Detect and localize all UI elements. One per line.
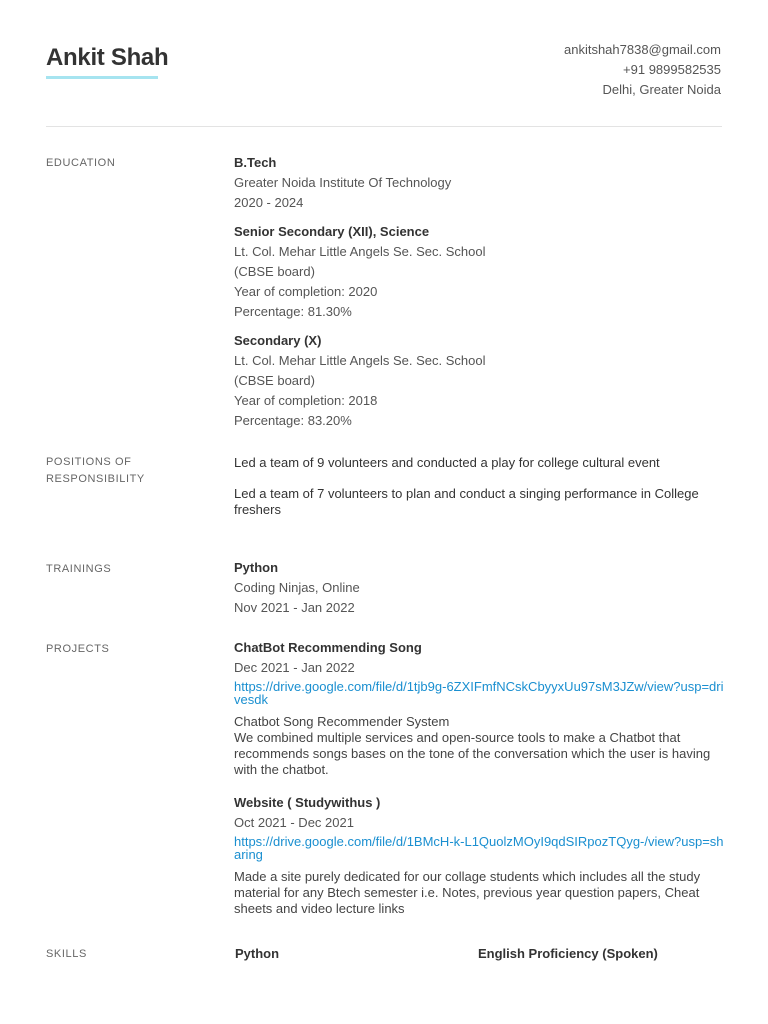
education-line: Percentage: 81.30% — [234, 304, 352, 319]
project-link[interactable]: https://drive.google.com/file/d/1tjb9g-6ZXIFmfNCskCbyyxUu97sM3JZw/view?usp=drivesdk — [234, 679, 724, 707]
project-title: ChatBot Recommending Song — [234, 640, 422, 655]
education-section — [234, 153, 724, 431]
skill-item: English Proficiency (Spoken) — [478, 946, 658, 961]
degree-title: Secondary (X) — [234, 333, 322, 348]
project-description: Chatbot Song Recommender System — [234, 714, 450, 729]
education-line: Greater Noida Institute Of Technology — [234, 175, 452, 190]
email[interactable]: ankitshah7838@gmail.com — [563, 42, 721, 57]
degree-title: B.Tech — [234, 155, 277, 170]
skills-label: SKILLS — [46, 948, 87, 960]
education-entry — [234, 222, 724, 322]
training-title: Python — [234, 560, 279, 575]
positions-label-line: RESPONSIBILITY — [46, 473, 145, 485]
projects-label: PROJECTS — [46, 643, 110, 655]
project-title: Website ( Studywithus ) — [234, 795, 381, 810]
header-divider — [46, 126, 722, 127]
project-item — [234, 793, 724, 917]
positions-label — [46, 454, 176, 488]
training-org: Coding Ninjas, Online — [234, 580, 360, 595]
position-item: Led a team of 9 volunteers and conducted a play for college cultural event — [234, 455, 660, 470]
skill-item: Python — [235, 946, 280, 961]
project-dates: Oct 2021 - Dec 2021 — [234, 815, 354, 830]
project-link[interactable]: https://drive.google.com/file/d/1BMcH-k-L1QuolzMOyI9qdSIRpozTQyg-/view?usp=sharing — [234, 834, 724, 862]
project-description: We combined multiple services and open-source tools to make a Chatbot that recommends songs bases on the tone of the conversation which the user is having with the chatbot. — [234, 730, 711, 777]
education-line: Percentage: 83.20% — [234, 413, 352, 428]
project-description: Made a site purely dedicated for our collage students which includes all the study material for any Btech semester i.e. Notes, previous year question papers, Cheat sheets and video lecture links — [234, 869, 701, 916]
degree-title: Senior Secondary (XII), Science — [234, 224, 430, 239]
trainings-label: TRAININGS — [46, 563, 112, 575]
position-item: Led a team of 7 volunteers to plan and conduct a singing performance in College freshers — [234, 486, 699, 517]
education-entry — [234, 331, 724, 431]
candidate-name: Ankit Shah — [46, 44, 169, 71]
education-line: Lt. Col. Mehar Little Angels Se. Sec. School — [234, 353, 486, 368]
training-dates: Nov 2021 - Jan 2022 — [234, 600, 355, 615]
project-item — [234, 638, 724, 778]
name-underline — [46, 76, 158, 79]
education-line: 2020 - 2024 — [234, 195, 304, 210]
education-line: Year of completion: 2018 — [234, 393, 378, 408]
education-line: Year of completion: 2020 — [234, 284, 378, 299]
education-line: (CBSE board) — [234, 264, 315, 279]
location: Delhi, Greater Noida — [602, 82, 721, 97]
phone: +91 9899582535 — [623, 62, 721, 77]
education-label: EDUCATION — [46, 157, 116, 169]
trainings-section — [234, 558, 724, 618]
contact-block — [564, 40, 721, 100]
education-entry — [234, 153, 724, 213]
education-line: Lt. Col. Mehar Little Angels Se. Sec. School — [234, 244, 486, 259]
positions-label-line: POSITIONS OF — [46, 456, 132, 468]
project-dates: Dec 2021 - Jan 2022 — [234, 660, 355, 675]
education-line: (CBSE board) — [234, 373, 315, 388]
